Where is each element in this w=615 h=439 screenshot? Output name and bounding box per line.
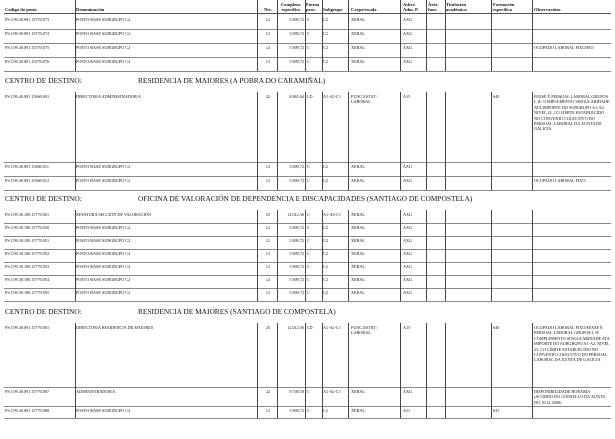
post-subgroup: C2 [323,59,328,64]
header-nivel: Niv. [264,6,272,12]
post-name: POSTO BASE SUBGRUPO C2 [76,59,131,64]
post-complement: 5.809,72 [289,277,304,282]
post-level: 12 [265,277,271,282]
post-provision-form: LD [307,94,313,99]
center-label: CENTRO DE DESTINO: [5,194,82,203]
column-divider [445,92,446,190]
center-label: CENTRO DE DESTINO: [5,307,82,316]
column-divider [277,92,278,190]
post-subgroup: C2 [323,251,328,256]
post-adscription: AXG [403,290,413,295]
post-name: POSTO BASE SUBGRUPO C2 [76,31,131,36]
row-rule [4,249,611,250]
center-name: RESIDENCIA DE MAIORES (A POBRA DO CARAMIÑAL) [138,76,326,85]
post-code: PS.C99.40.091.15570.075 [5,45,50,50]
column-divider [257,210,258,301]
header-observacions: Observacións [534,7,561,12]
post-subgroup: C2 [323,225,328,230]
column-divider [348,0,349,71]
post-complement: 5.809,72 [289,164,304,169]
post-code: PS.C99.40.091.15770.007 [5,389,50,394]
column-divider [491,210,492,301]
post-name: POSTO BASE SUBGRUPO C2 [76,408,131,413]
column-divider [532,0,533,71]
column-divider [75,323,76,418]
post-code: PS.C99.30.100.15770.055 [5,290,50,295]
post-level: 22 [265,94,271,99]
post-level: 12 [265,59,271,64]
post-provision-form: C [307,277,310,282]
post-subgroup: C2 [323,264,328,269]
header-rule [4,13,611,14]
column-divider [75,92,76,190]
post-complement: 9.749,18 [289,389,304,394]
post-level: 12 [265,178,271,183]
post-adscription: AXG [403,277,413,282]
post-code: PS.C99.30.100.15770.001 [5,212,50,217]
post-level: 12 [265,251,271,256]
row-rule [4,43,611,44]
post-level: 12 [265,264,271,269]
post-corps: XERAL [351,225,365,230]
post-name: POSTO BASE SUBGRUPO C2 [76,225,131,230]
column-divider [75,210,76,301]
post-level: 12 [265,225,271,230]
post-provision-form: C [307,17,310,22]
column-divider [277,323,278,418]
post-subgroup: C2 [323,290,328,295]
post-adscription: AXG [403,251,413,256]
post-adscription: AXG [403,178,413,183]
column-divider [305,210,306,301]
column-divider [400,323,401,418]
row-rule [4,262,611,263]
row-rule [4,406,611,407]
post-code: PS.C99.40.091.15660.001 [5,94,50,99]
post-adscription: AXG [403,31,413,36]
post-level: 25 [265,325,271,330]
post-corps: XERAL [351,164,365,169]
post-training: 640 [493,94,500,99]
header-subgrupo: Subgrupo [323,7,343,12]
post-subgroup: A1-A2-C1 [323,94,341,99]
post-level: 12 [265,17,271,22]
column-divider [322,210,323,301]
post-name: ADMINISTRADOR/A [76,389,116,394]
center-label: CENTRO DE DESTINO: [5,76,82,85]
post-subgroup: A1-A2-C1 [323,325,341,330]
post-provision-form: C [307,264,310,269]
post-complement: 5.809,72 [289,178,304,183]
post-corps: XERAL [351,290,365,295]
post-observations: DISPOÑIBILIDADE HORARIA (ACORDO DO CONSELLO DA XUNTA DO 10.12.2008) [534,389,606,405]
post-code: PS.C99.30.100.15770.051 [5,238,50,243]
column-divider [445,0,446,71]
column-divider [322,92,323,190]
header-codigo: Código do posto [5,7,37,12]
post-complement: 5.809,72 [289,251,304,256]
column-divider [426,210,427,301]
post-corps: XERAL [351,238,365,243]
post-level: 25 [265,212,271,217]
column-divider [532,92,533,190]
post-name: POSTO BASE SUBGRUPO C2 [76,277,131,282]
post-code: PS.C99.40.091.15660.012 [5,178,50,183]
post-provision-form: C [307,45,310,50]
row-rule [4,57,611,58]
post-observations: OCUPADO LABORAL FIXO/E0XSE É PERSOAL LABORAL GRUPOS I, II/ COMPLEMENTO SINGULARIDADE ATA IMPORTE DO SUBGRUPO A1-A2, NIVEL 25, CO LÍMITE ESTABLECIDO NO CONVENIO COLECTIVO DO PERSOAL LABORAL DA XUNTA DE GALICIA [534,325,610,363]
post-name: POSTO BASE SUBGRUPO C2 [76,45,131,50]
center-name: RESIDENCIA DE MAIORES (SANTIAGO DE COMPOSTELA) [138,307,336,316]
header-forma-2: prov. [306,6,316,12]
post-corps: XERAL [351,212,365,217]
post-complement: 5.809,72 [289,31,304,36]
post-level: 12 [265,408,271,413]
post-observations: E0XSE É PERSOAL LABORAL GRUPOS I, II/ COMPLEMENTO SINGULARIDADE ATA IMPORTE DO SUBGRUPO A1-A2, NIVEL 22, CO LÍMITE ESTABLECIDO NO CONVENIO COLECTIVO DO PERSOAL LABORAL DA XUNTA DE GALICIA [534,94,610,132]
row-rule [4,162,611,163]
post-corps: XERAL [351,264,365,269]
row-rule [4,275,611,276]
post-subgroup: C2 [323,277,328,282]
post-corps: XERAL [351,59,365,64]
post-name: DIRECTOR/A ADMINISTRADOR/A [76,94,141,99]
post-corps: FUNC.ESTAT / LABORAL [351,325,378,336]
header-titulacion-2: académica [446,6,467,12]
post-adscription: AXG [403,225,413,230]
column-divider [400,0,401,71]
post-corps: XERAL [351,389,365,394]
column-divider [426,323,427,418]
row-rule [4,236,611,237]
row-rule [4,176,611,177]
post-code: PS.C99.40.091.15770.001 [5,325,50,330]
post-code: PS.C99.40.091.15570.076 [5,59,50,64]
header-forma: Forma [306,1,320,7]
post-level: 12 [265,31,271,36]
post-provision-form: C [307,212,310,217]
post-complement: 5.809,72 [289,238,304,243]
post-corps: XERAL [351,178,365,183]
header-corpo: Corpo/escala [351,7,377,12]
post-adscription: A11 [403,408,411,413]
post-name: POSTO BASE SUBGRUPO C2 [76,290,131,295]
post-corps: XERAL [351,408,365,413]
post-provision-form: C [307,59,310,64]
post-provision-form: C [307,251,310,256]
post-provision-form: C [307,389,310,394]
post-complement: 5.809,72 [289,290,304,295]
column-divider [257,0,258,71]
post-subgroup: C2 [323,45,328,50]
post-complement: 12.012,56 [287,212,304,217]
post-complement: 5.809,72 [289,17,304,22]
header-formacion-2: específica [493,6,512,12]
column-divider [322,0,323,71]
post-adscription: AXG [403,17,413,22]
column-divider [348,92,349,190]
post-complement: 12.012,56 [287,325,304,330]
column-divider [400,92,401,190]
column-divider [532,210,533,301]
header-denominacion: Denominación [76,7,105,12]
header-complemento: Complem. [280,1,302,7]
post-adscription: AXG [403,59,413,64]
post-code: PS.C99.30.100.15770.052 [5,251,50,256]
post-level: 12 [265,164,271,169]
header-area: Área [428,1,438,7]
column-divider [257,92,258,190]
post-adscription: AXG [403,238,413,243]
post-name: POSTO BASE SUBGRUPO C2 [76,238,131,243]
post-code: PS.C99.40.091.15770.008 [5,408,50,413]
row-rule [4,190,611,191]
post-provision-form: C [307,225,310,230]
column-divider [491,0,492,71]
post-training: 641 [493,408,500,413]
row-rule [4,387,611,388]
column-divider [322,323,323,418]
post-provision-form: C [307,290,310,295]
post-provision-form: LD [307,325,313,330]
row-rule [4,223,611,224]
post-code: PS.C99.30.100.15770.050 [5,225,50,230]
column-divider [445,323,446,418]
header-area-2: func. [428,6,438,12]
row-rule [4,71,611,72]
post-complement: 5.809,72 [289,45,304,50]
post-subgroup: A1-A2-C1 [323,212,341,217]
column-divider [348,210,349,301]
post-adscription: AXG [403,212,413,217]
header-titulacion: Titulación [446,1,467,7]
column-divider [532,323,533,418]
post-name: POSTO BASE SUBGRUPO C2 [76,17,131,22]
header-complemento-2: específico [281,6,301,12]
post-observations: OCUPADO LABORAL FIXO [534,178,586,183]
post-adscription: A15 [403,325,411,330]
post-complement: 5.809,72 [289,264,304,269]
header-adscr: Adscr. [403,1,416,7]
post-subgroup: C2 [323,238,328,243]
column-divider [400,210,401,301]
header-formacion: Formación [493,1,515,7]
column-divider [277,210,278,301]
row-rule [4,301,611,302]
post-name: POSTO BASE SUBGRUPO C2 [76,251,131,256]
post-code: PS.C99.40.091.15570.074 [5,31,50,36]
row-rule [4,288,611,289]
post-complement: 5.809,72 [289,225,304,230]
post-corps: XERAL [351,31,365,36]
post-corps: XERAL [351,251,365,256]
post-complement: 5.809,72 [289,59,304,64]
post-level: 22 [265,389,271,394]
column-divider [348,323,349,418]
post-adscription: AXG [403,389,413,394]
column-divider [257,323,258,418]
header-adscr-2: Adm. P. [403,6,419,12]
post-code: PS.C99.40.091.15570.073 [5,17,50,22]
post-corps: XERAL [351,277,365,282]
post-code: PS.C99.40.091.15660.011 [5,164,49,169]
column-divider [75,0,76,71]
post-subgroup: C2 [323,408,328,413]
post-name: XEFATURA SECCIÓN DE VALORACIÓN [76,212,152,217]
post-complement: 8.865,64 [289,94,304,99]
post-provision-form: C [307,178,310,183]
post-complement: 5.809,72 [289,408,304,413]
post-adscription: AXG [403,45,413,50]
post-level: 12 [265,290,271,295]
column-divider [491,323,492,418]
post-code: PS.C99.30.100.15770.054 [5,277,50,282]
post-level: 12 [265,45,271,50]
post-adscription: AXG [403,264,413,269]
row-rule [4,418,611,419]
post-code: PS.C99.30.100.15770.053 [5,264,50,269]
column-divider [445,210,446,301]
post-name: POSTO BASE SUBGRUPO C2 [76,264,131,269]
center-name: OFICINA DE VALORACIÓN DE DEPENDENCIA E DISCAPACIDADES (SANTIAGO DE COMPOSTELA) [138,194,473,203]
post-provision-form: C [307,238,310,243]
post-subgroup: C2 [323,164,328,169]
post-subgroup: C2 [323,17,328,22]
post-corps: XERAL [351,45,365,50]
column-divider [277,0,278,71]
column-divider [426,92,427,190]
post-name: DIRECTOR/A RESIDENCIA DE MAIORES [76,325,154,330]
post-subgroup: A1-A2-C1 [323,389,341,394]
post-provision-form: C [307,408,310,413]
post-provision-form: C [307,164,310,169]
post-name: POSTO BASE SUBGRUPO C2 [76,164,131,169]
post-observations: OCUPADO LABORAL FIXO/EIO [534,45,594,50]
post-training: 640 [493,325,500,330]
post-corps: FUNC.ESTAT / LABORAL [351,94,378,105]
row-rule [4,29,611,30]
post-corps: XERAL [351,17,365,22]
column-divider [305,323,306,418]
column-divider [491,92,492,190]
column-divider [426,0,427,71]
post-provision-form: C [307,31,310,36]
post-subgroup: C2 [323,31,328,36]
column-divider [305,0,306,71]
post-level: 12 [265,238,271,243]
post-adscription: AXG [403,164,413,169]
post-subgroup: C2 [323,178,328,183]
post-adscription: A15 [403,94,411,99]
post-name: POSTO BASE SUBGRUPO C2 [76,178,131,183]
column-divider [305,92,306,190]
